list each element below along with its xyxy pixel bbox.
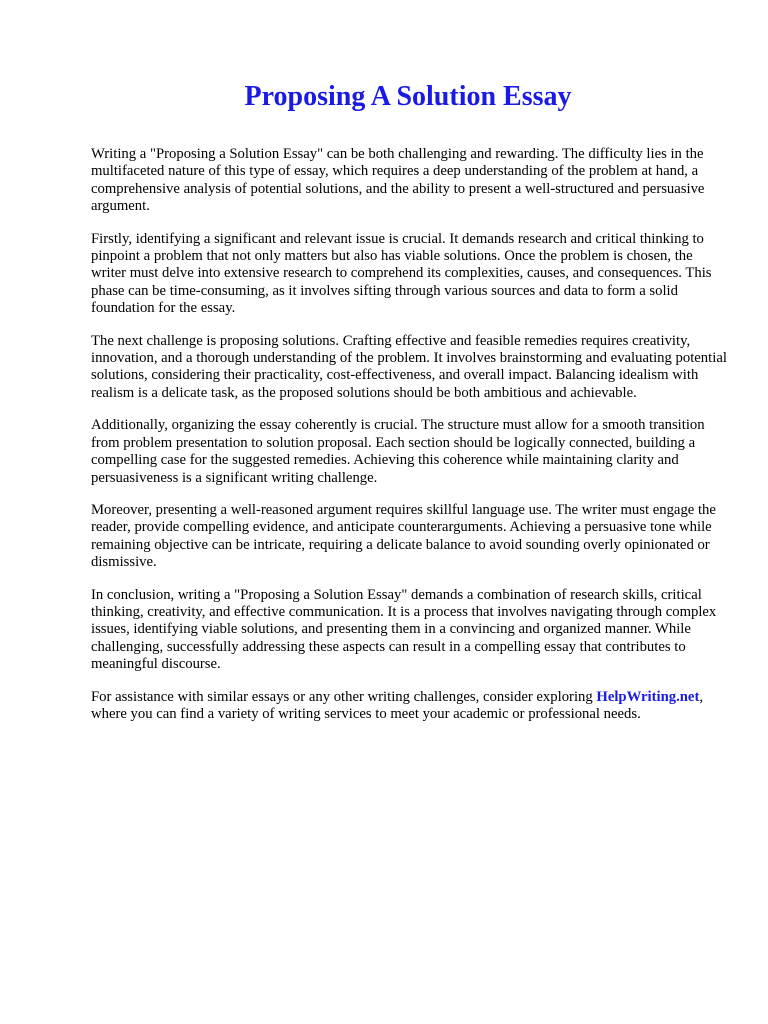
page-title: Proposing A Solution Essay [244,81,572,112]
helpwriting-link[interactable]: HelpWriting.net [596,688,700,705]
closing-text-after-link: , where you can find a variety of writing services to meet your academic or professional needs. [91,688,704,722]
paragraph-conclusion: In conclusion, writing a "Proposing a Solution Essay" demands a combination of research skills, critical thinking, creativity, and effective communication. It is a process that involves navigating through complex issues, identifying viable solutions, and presenting them in a convincing and organized manner. While challenging, successfully addressing these aspects can result in a compelling essay that contributes to meaningful discourse. [91,586,717,673]
paragraph-intro: Writing a "Proposing a Solution Essay" can be both challenging and rewarding. The difficulty lies in the multifaceted nature of this type of essay, which requires a deep understanding of the problem at hand, a comprehensive analysis of potential solutions, and the ability to present a well-structured and persuasive argument. [91,146,705,215]
closing-text-before-link: For assistance with similar essays or any other writing challenges, consider exploring [91,688,597,705]
paragraph-proposing-solutions: The next challenge is proposing solutions. Crafting effective and feasible remedies requires creativity, innovation, and a thorough understanding of the problem. It involves brainstorming and evaluating potential solutions, considering their practicality, cost-effectiveness, and overall impact. Balancing idealism with realism is a delicate task, as the proposed solutions should be both ambitious and achievable. [91,332,727,401]
paragraph-organizing: Additionally, organizing the essay coherently is crucial. The structure must allow for a smooth transition from problem presentation to solution proposal. Each section should be logically connected, building a compelling case for the suggested remedies. Achieving this coherence while maintaining clarity and persuasiveness is a significant writing challenge. [91,417,705,486]
paragraph-argument: Moreover, presenting a well-reasoned argument requires skillful language use. The writer must engage the reader, provide compelling evidence, and anticipate counterarguments. Achieving a persuasive tone while remaining objective can be intricate, requiring a delicate balance to avoid sounding overly opinionated or dismissive. [91,501,716,571]
paragraph-closing [91,689,731,724]
paragraph-identifying-issue: Firstly, identifying a significant and relevant issue is crucial. It demands research and critical thinking to pinpoint a problem that not only matters but also has viable solutions. Once the problem is chosen, the writer must delve into extensive research to comprehend its complexities, causes, and consequences. This phase can be time-consuming, as it involves sifting through various sources and data to form a solid foundation for the essay. [91,230,712,317]
essay-body [91,146,731,738]
